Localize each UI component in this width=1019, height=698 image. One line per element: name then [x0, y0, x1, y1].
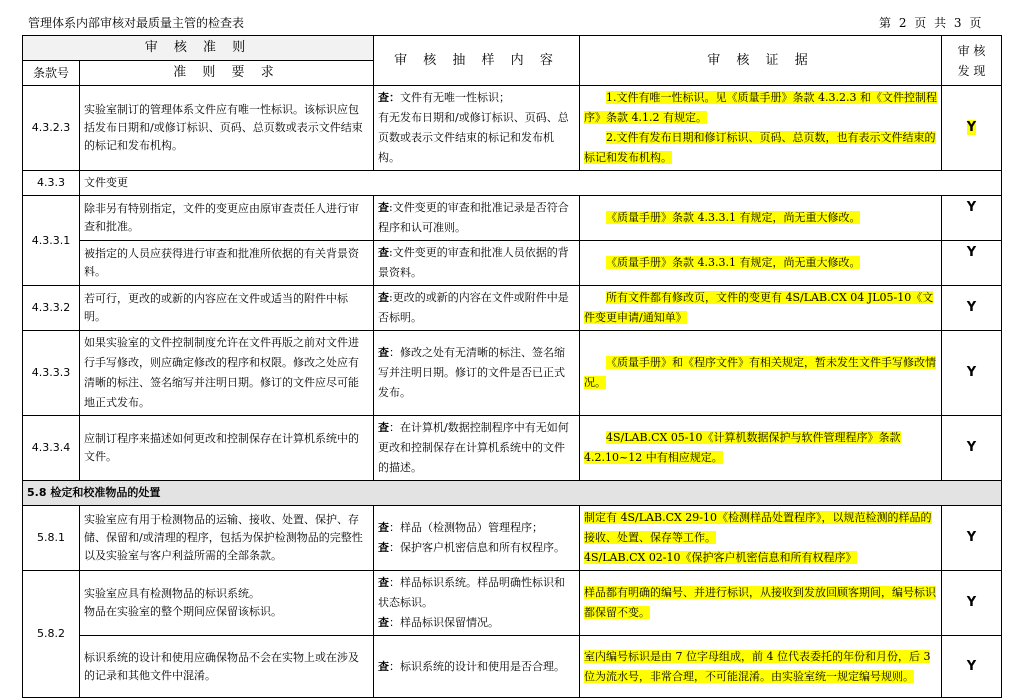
evidence-text: 制定有 4S/LAB.CX 29-10《检测样品处置程序》，以规范检测的样品的接收、处置、保存等工作。	[584, 511, 932, 544]
sampling-cell	[374, 571, 580, 636]
finding-cell: Y	[942, 286, 1002, 331]
requirement-text: 物品在实验室的整个期间应保留该标识。	[84, 605, 282, 618]
requirement-cell: 除非另有特别指定，文件的变更应由原审查责任人进行审查和批准。	[80, 196, 374, 241]
evidence-header: 审 核 证 据	[580, 36, 942, 86]
clause-no-header: 条款号	[23, 61, 80, 86]
check-label: 查	[378, 521, 389, 534]
section-title-cell: 文件变更	[80, 171, 1002, 196]
table-row	[23, 506, 1002, 571]
sampling-cell	[374, 286, 580, 331]
page-number: 第 2 页 共 3 页	[879, 16, 984, 30]
sampling-text: ：在计算机/数据控制程序中有无如何更改和控制保存在计算机系统中的文件的描述。	[378, 421, 569, 474]
sampling-text: ：样品标识系统。样品明确性标识和状态标识。	[378, 576, 565, 609]
check-label: 查：	[378, 91, 400, 104]
requirement-text: 实验室应具有检测物品的标识系统。	[84, 587, 260, 600]
clause-cell: 5.8.1	[23, 506, 80, 571]
evidence-text: 2.文件有发布日期和修订标识、页码、总页数，也有表示文件结束的标记和发布机构。	[584, 131, 936, 164]
requirement-cell: 被指定的人员应获得进行审查和批准所依据的有关背景资料。	[80, 241, 374, 286]
check-label: 查	[378, 346, 389, 359]
check-label: 查	[378, 659, 389, 673]
clause-cell: 4.3.2.3	[23, 86, 80, 171]
evidence-cell	[580, 86, 942, 171]
finding-cell: Y	[942, 416, 1002, 481]
table-row	[23, 196, 1002, 241]
finding-cell: Y	[942, 241, 1002, 286]
clause-cell: 4.3.3.4	[23, 416, 80, 481]
finding-cell: Y	[942, 196, 1002, 241]
evidence-cell	[580, 286, 942, 331]
evidence-cell	[580, 196, 942, 241]
check-label: 查	[378, 246, 389, 259]
sampling-text: ：样品标识保留情况。	[389, 616, 499, 629]
clause-cell: 5.8.2	[23, 571, 80, 698]
sampling-text: :文件变更的审查和批准记录是否符合程序和认可准则。	[378, 201, 569, 234]
check-label: 查	[378, 291, 389, 304]
evidence-text: 所有文件都有修改页，文件的变更有 4S/LAB.CX 04 JL05-10《文件变更申请/通知单》	[584, 291, 934, 324]
table-row	[23, 286, 1002, 331]
evidence-cell	[580, 416, 942, 481]
finding-header-line2: 发 现	[957, 63, 986, 78]
sampling-cell	[374, 86, 580, 171]
finding-cell: Y	[942, 331, 1002, 416]
evidence-text: 4S/LAB.CX 05-10《计算机数据保护与软件管理程序》条款 4.2.10~12 中有相应规定。	[584, 431, 901, 464]
evidence-text: 《质量手册》条款 4.3.3.1 有规定，尚无重大修改。	[606, 256, 861, 269]
sampling-cell	[374, 506, 580, 571]
evidence-text: 《质量手册》和《程序文件》有相关规定，暂未发生文件手写修改情况。	[584, 356, 936, 389]
requirement-cell: 实验室应有用于检测物品的运输、接收、处置、保护、存储、保留和/或清理的程序，包括为保护检测物品的完整性以及实验室与客户利益所需的全部条款。	[80, 506, 374, 571]
check-label: 查	[378, 576, 389, 589]
table-row	[23, 171, 1002, 196]
sampling-header: 审 核 抽 样 内 容	[374, 36, 580, 86]
evidence-text: 室内编号标识是由 7 位字母组成，前 4 位代表委托的年份和月份，后 3 位为流水号，非常合理，不可能混淆。由实验室统一规定编号规则。	[584, 649, 931, 683]
evidence-text: 样品都有明确的编号、并进行标识，从接收到发放回顾客期间，编号标识都保留不变。	[584, 586, 936, 619]
finding-header	[942, 36, 1002, 86]
sampling-cell	[374, 196, 580, 241]
sampling-text: ：样品（检测物品）管理程序；	[389, 521, 543, 534]
criteria-header: 审 核 准 则	[23, 36, 374, 61]
table-row	[23, 241, 1002, 286]
clause-cell: 4.3.3.2	[23, 286, 80, 331]
section-title: 5.8 检定和校准物品的处置	[23, 481, 1002, 506]
check-label: 查	[378, 421, 389, 434]
document-title: 管理体系内部审核对最质量主管的检查表	[28, 16, 245, 30]
header-row-1	[23, 36, 1002, 61]
sampling-cell	[374, 331, 580, 416]
finding-cell: Y	[942, 506, 1002, 571]
check-label: 查	[378, 616, 389, 629]
finding-cell: Y	[942, 636, 1002, 698]
evidence-cell	[580, 636, 942, 698]
table-row	[23, 86, 1002, 171]
table-row	[23, 636, 1002, 698]
sampling-text: :文件变更的审查和批准人员依据的背景资料。	[378, 246, 569, 279]
sampling-cell	[374, 416, 580, 481]
requirement-header: 准 则 要 求	[80, 61, 374, 86]
finding-mark: Y	[966, 120, 977, 135]
table-row	[23, 416, 1002, 481]
finding-header-line1: 审 核	[957, 43, 986, 58]
clause-cell: 4.3.3.1	[23, 196, 80, 286]
evidence-text: 1.文件有唯一性标识。见《质量手册》条款 4.3.2.3 和《文件控制程序》条款 4.1.2 有规定。	[584, 91, 937, 124]
evidence-cell	[580, 331, 942, 416]
evidence-cell	[580, 571, 942, 636]
table-row	[23, 331, 1002, 416]
check-label: 查	[378, 541, 389, 554]
audit-checklist-table	[22, 35, 1002, 698]
requirement-cell: 若可行，更改的或新的内容应在文件或适当的附件中标明。	[80, 286, 374, 331]
evidence-text: 《质量手册》条款 4.3.3.1 有规定，尚无重大修改。	[606, 211, 861, 224]
evidence-cell	[580, 241, 942, 286]
requirement-cell: 标识系统的设计和使用应确保物品不会在实物上或在涉及的记录和其他文件中混淆。	[80, 636, 374, 698]
sampling-text: :更改的或新的内容在文件或附件中是否标明。	[378, 291, 569, 324]
clause-cell: 4.3.3.3	[23, 331, 80, 416]
sampling-text: ：标识系统的设计和使用是否合理。	[389, 659, 565, 673]
sampling-cell	[374, 241, 580, 286]
section-header-row	[23, 481, 1002, 506]
check-label: 查	[378, 201, 389, 214]
sampling-text: 文件有无唯一性标识； 有无发布日期和/或修订标识、页码、总页数或表示文件结束的标记和发布机构。	[378, 91, 569, 164]
requirement-cell: 实验室制订的管理体系文件应有唯一性标识。该标识应包括发布日期和/或修订标识、页码、总页数或表示文件结束的标记和发布机构。	[80, 86, 374, 171]
requirement-cell	[80, 571, 374, 636]
sampling-cell	[374, 636, 580, 698]
evidence-cell	[580, 506, 942, 571]
finding-cell	[942, 86, 1002, 171]
table-row	[23, 571, 1002, 636]
clause-cell: 4.3.3	[23, 171, 80, 196]
sampling-text: ：修改之处有无清晰的标注、签名缩写并注明日期。修订的文件是否已正式发布。	[378, 346, 565, 399]
requirement-cell: 如果实验室的文件控制制度允许在文件再版之前对文件进行手写修改，则应确定修改的程序和权限。修改之处应有清晰的标注、签名缩写并注明日期。修订的文件应尽可能地正式发布。	[80, 331, 374, 416]
finding-cell: Y	[942, 571, 1002, 636]
evidence-text: 4S/LAB.CX 02-10《保护客户机密信息和所有权程序》	[584, 551, 857, 564]
sampling-text: ：保护客户机密信息和所有权程序。	[389, 541, 565, 554]
requirement-cell: 应制订程序来描述如何更改和控制保存在计算机系统中的文件。	[80, 416, 374, 481]
